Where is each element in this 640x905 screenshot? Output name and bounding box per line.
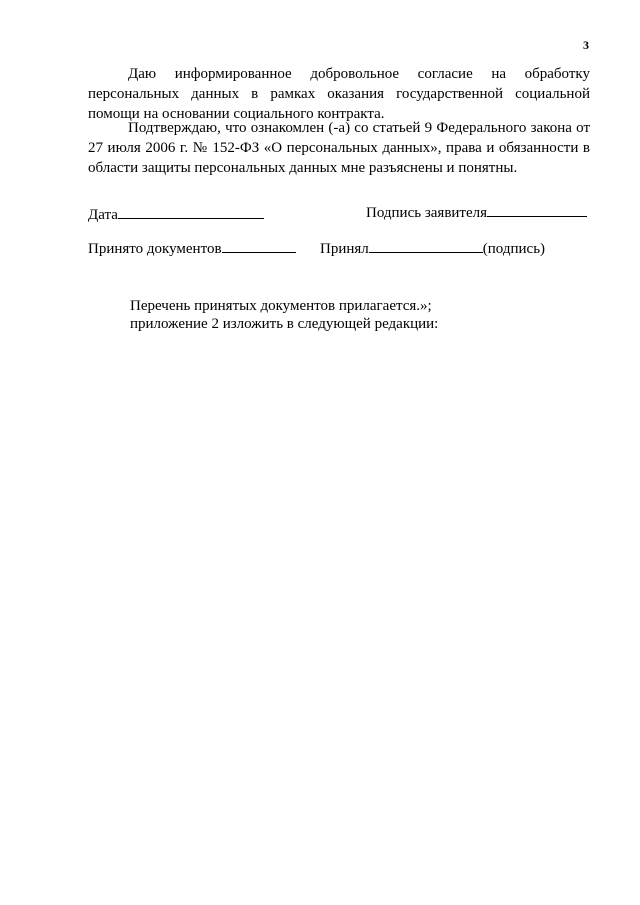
- signature-note: (подпись): [482, 241, 546, 257]
- date-blank: [118, 204, 264, 219]
- signature-label: Подпись заявителя: [366, 205, 488, 221]
- confirmation-paragraph: Подтверждаю, что ознакомлен (-а) со статьей 9 Федерального закона от 27 июля 2006 г. № 152-ФЗ «О персональных данных», права и обязанности в области защиты персональных данных мне разъяснены и понятны.: [88, 120, 590, 176]
- consent-paragraph: Даю информированное добровольное согласие на обработку персональных данных в рамках оказания государственной социальной помощи на основании социального контракта.: [88, 66, 590, 122]
- accepted-by-label: Принял: [320, 241, 369, 257]
- page-number: 3: [583, 38, 589, 52]
- accepted-by-field: [320, 238, 545, 259]
- signature-blank: [487, 202, 587, 217]
- date-field: [88, 204, 264, 225]
- date-label: Дата: [88, 207, 118, 223]
- accepted-docs-label: Принято документов: [88, 241, 222, 257]
- documents-list-note: Перечень принятых документов прилагается.»;: [130, 298, 432, 314]
- accepted-documents-field: [88, 238, 296, 259]
- applicant-signature-field: [366, 202, 587, 223]
- appendix-note: приложение 2 изложить в следующей редакции:: [130, 316, 439, 332]
- accepted-docs-blank: [222, 238, 296, 253]
- accepted-by-blank: [369, 238, 483, 253]
